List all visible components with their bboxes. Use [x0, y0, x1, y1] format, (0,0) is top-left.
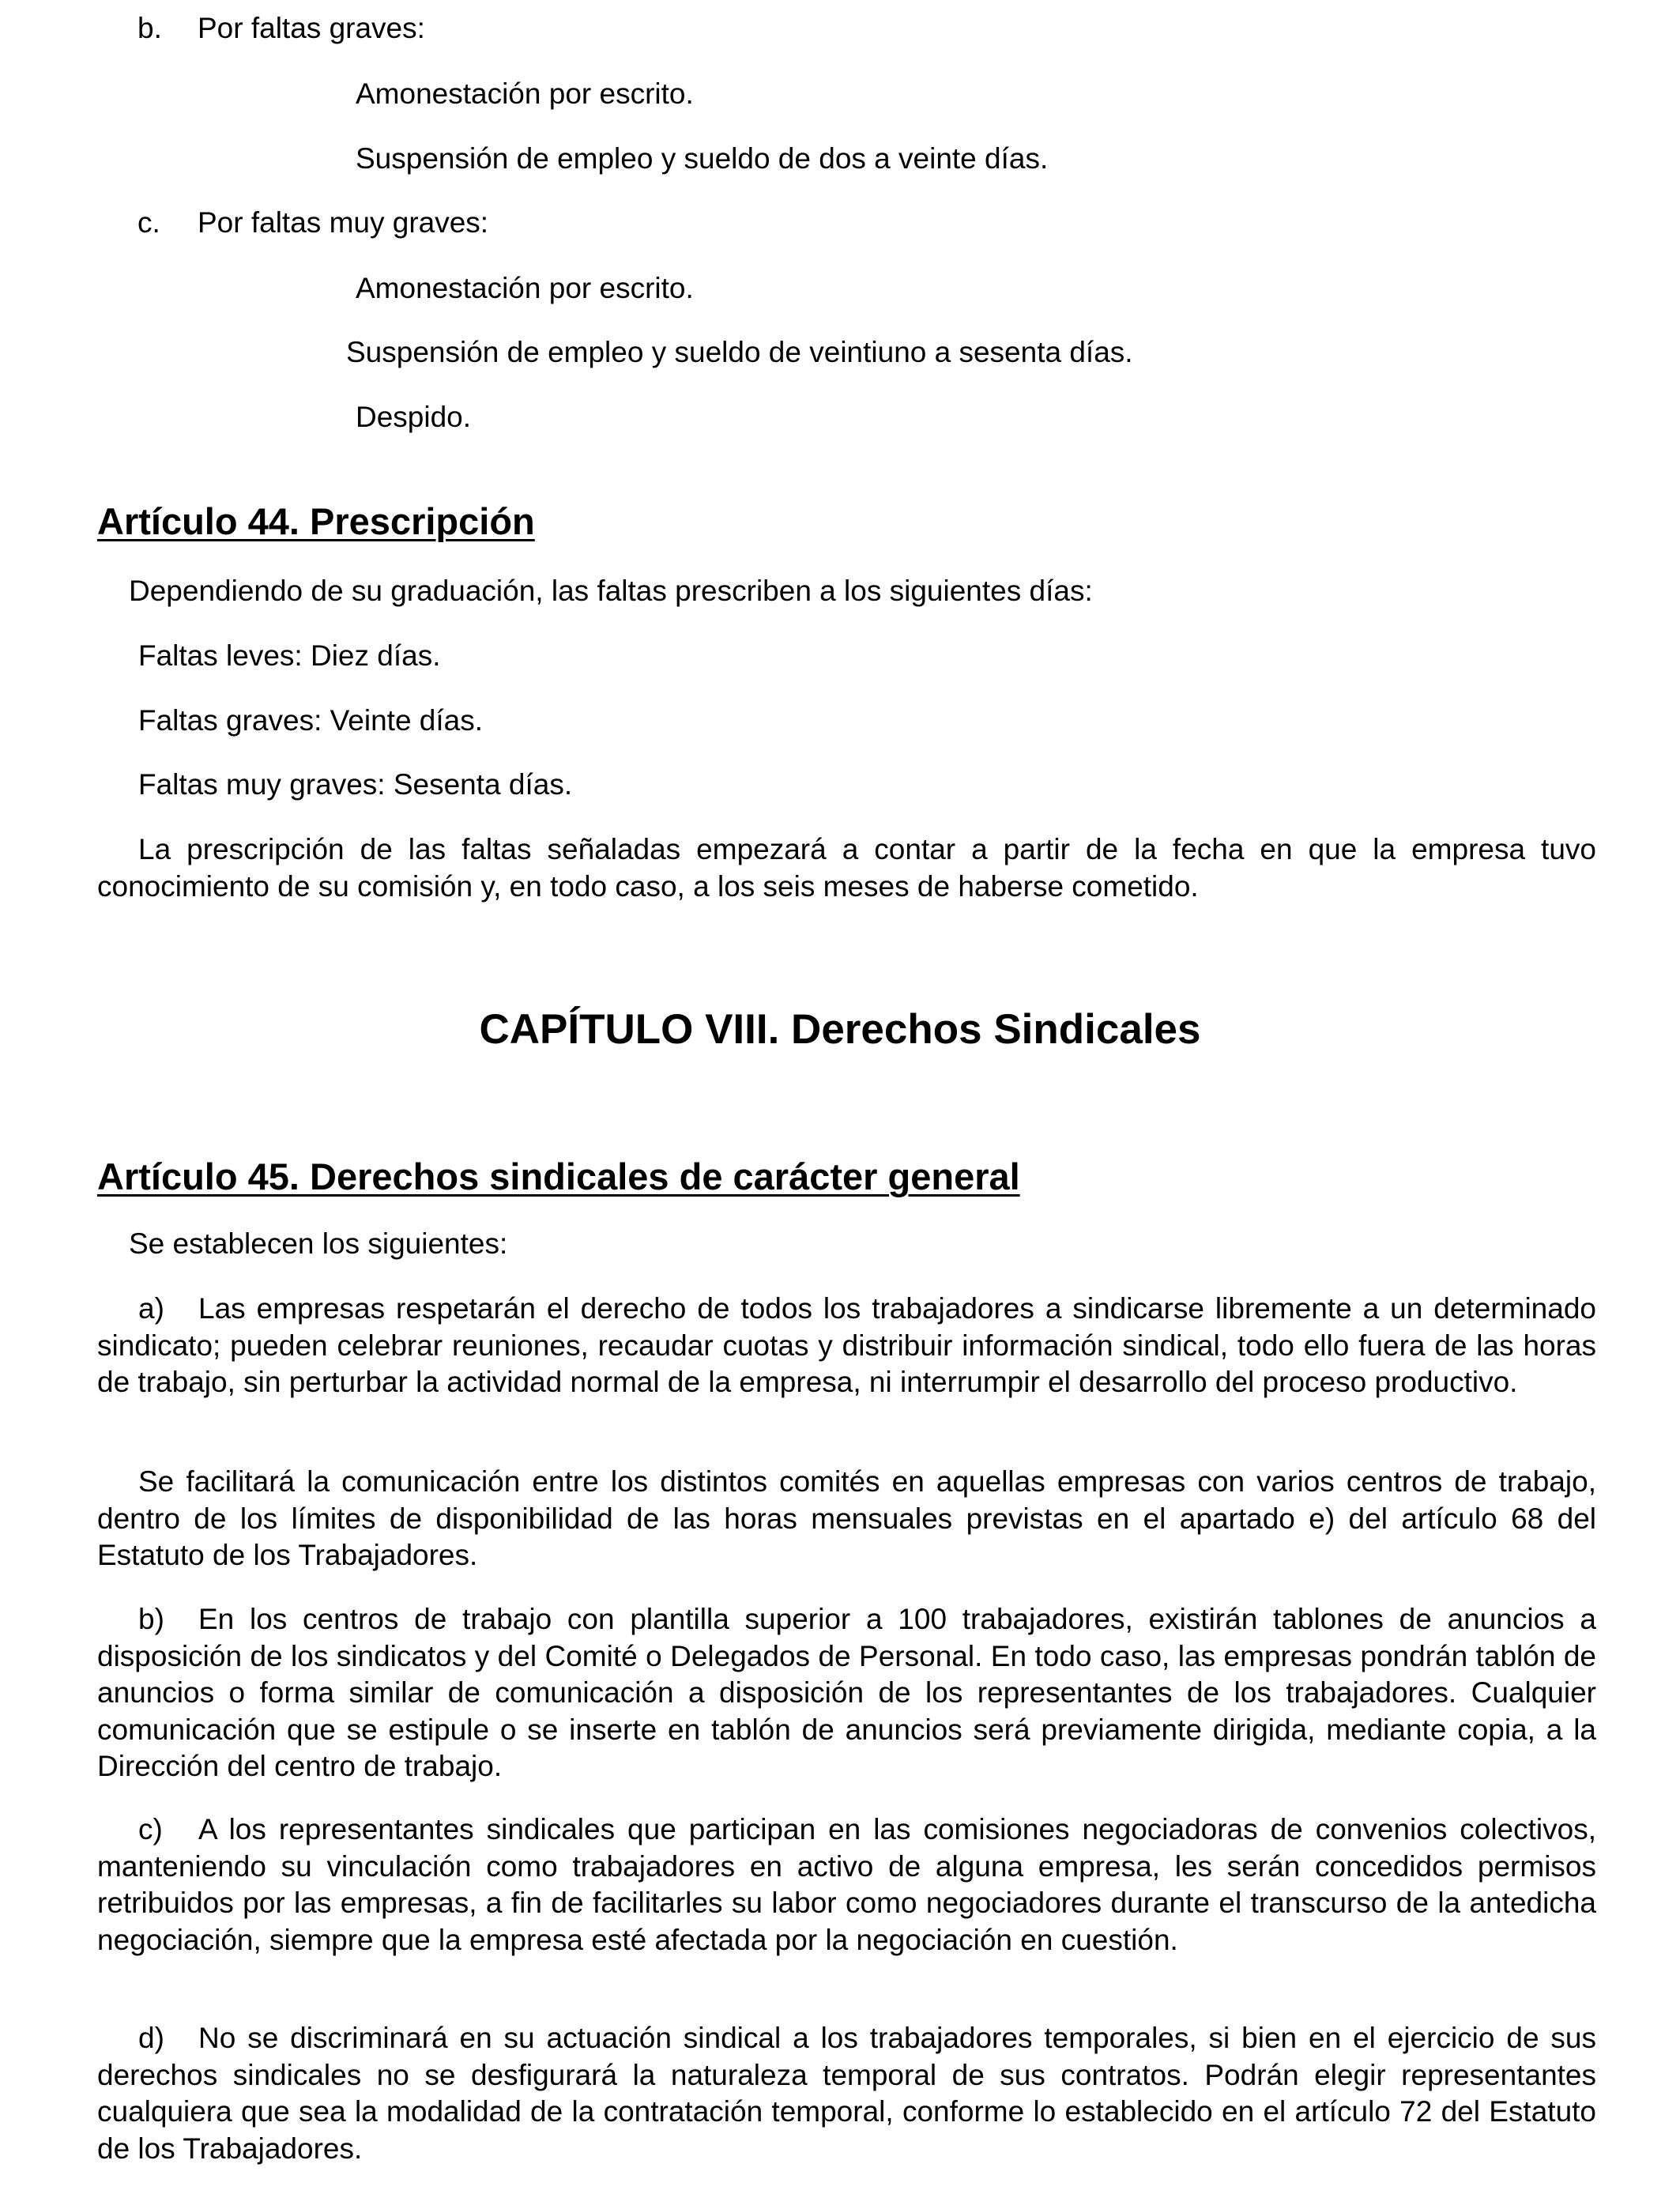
paragraph-text: A los representantes sindicales que participan en las comisiones negociadoras de convenios colectivos, manteniendo su vinculación como trabajadores en activo de alguna empresa, les serán concedidos permisos retribuidos por las empresas, a fin de facilitarles su labor como negociadores durante el transcurso de la antedicha negociación, siempre que la empresa esté afectada por la negociación en cuestión. [97, 1813, 1596, 1956]
article-45-title: Artículo 45. Derechos sindicales de carácter general [97, 1155, 1020, 1197]
paragraph-marker: d) [138, 2022, 164, 2054]
list-marker: b. [137, 12, 162, 44]
sanction-item: Despido. [356, 401, 472, 433]
paragraph-d [97, 2020, 1596, 2167]
paragraph-a [97, 1291, 1596, 1401]
list-item-c [137, 205, 488, 241]
list-label: Por faltas graves: [198, 12, 425, 44]
paragraph-text: No se discriminará en su actuación sindical a los trabajadores temporales, si bien en el ejercicio de sus derechos sindicales no se desfigurará la naturaleza temporal de sus contratos. Podrán elegir representantes cualquiera que sea la modalidad de la contratación temporal, conforme lo establecido en el artículo 72 del Estatuto de los Trabajadores. [97, 2022, 1596, 2165]
prescription-item: Faltas muy graves: Sesenta días. [138, 768, 573, 801]
list-item-b [137, 10, 425, 47]
chapter-title: CAPÍTULO VIII. Derechos Sindicales [479, 1006, 1201, 1053]
article-44-paragraph: La prescripción de las faltas señaladas empezará a contar a partir de la fecha en que la empresa tuvo conocimiento de su comisión y, en todo caso, a los seis meses de haberse cometido. [97, 833, 1596, 903]
prescription-item: Faltas graves: Veinte días. [138, 704, 484, 737]
paragraph-marker: c) [138, 1813, 163, 1845]
article-44-title: Artículo 44. Prescripción [97, 500, 535, 542]
paragraph-text: Las empresas respetarán el derecho de todos los trabajadores a sindicarse libremente a un determinado sindicato; pueden celebrar reuniones, recaudar cuotas y distribuir información sindical, todo ello fuera de las horas de trabajo, sin perturbar la actividad normal de la empresa, ni interrumpir el desarrollo del proceso productivo. [97, 1292, 1596, 1398]
article-44-intro: Dependiendo de su graduación, las faltas prescriben a los siguientes días: [129, 575, 1093, 607]
paragraph-marker: b) [138, 1603, 164, 1635]
paragraph-a-extra: Se facilitará la comunicación entre los distintos comités en aquellas empresas con varios centros de trabajo, dentro de los límites de disponibilidad de las horas mensuales previstas en el apartado e) del artículo 68 del Estatuto de los Trabajadores. [97, 1465, 1596, 1571]
paragraph-c [97, 1811, 1596, 1958]
article-45-intro: Se establecen los siguientes: [129, 1227, 508, 1260]
sanction-item: Suspensión de empleo y sueldo de veintiuno a sesenta días. [346, 336, 1133, 368]
list-marker: c. [137, 206, 160, 239]
paragraph-text: En los centros de trabajo con plantilla superior a 100 trabajadores, existirán tablones de anuncios a disposición de los sindicatos y del Comité o Delegados de Personal. En todo caso, las empresas pondrán tablón de anuncios o forma similar de comunicación a disposición de los representantes de los trabajadores. Cualquier comunicación que se estipule o se inserte en tablón de anuncios será previamente dirigida, mediante copia, a la Dirección del centro de trabajo. [97, 1603, 1596, 1782]
paragraph-b [97, 1601, 1596, 1785]
list-label: Por faltas muy graves: [198, 206, 489, 239]
prescription-item: Faltas leves: Diez días. [138, 639, 441, 672]
sanction-item: Amonestación por escrito. [356, 77, 694, 110]
sanction-item: Suspensión de empleo y sueldo de dos a veinte días. [356, 142, 1049, 175]
sanction-item: Amonestación por escrito. [356, 272, 694, 304]
paragraph-marker: a) [138, 1292, 164, 1325]
